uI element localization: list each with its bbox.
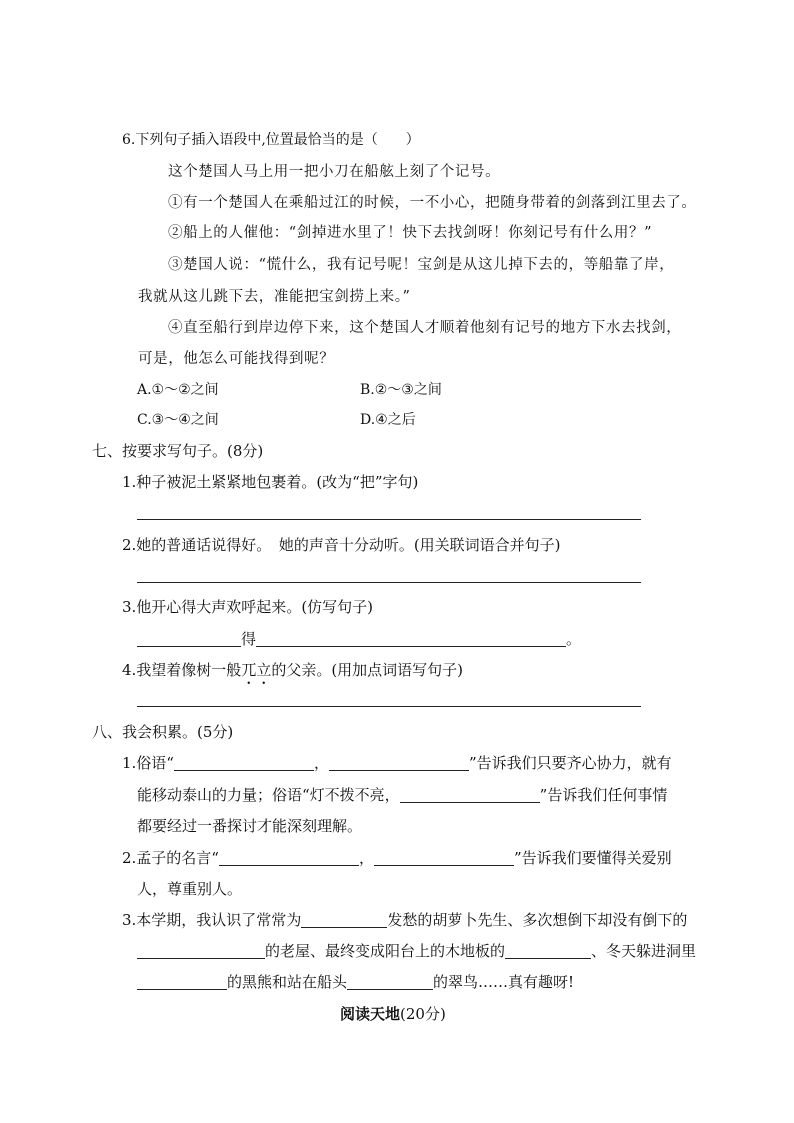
- sec7-q4-post: 的父亲。(用加点词语写句子): [271, 661, 464, 679]
- sec7-q3: 3.他开心得大声欢呼起来。(仿写句子): [122, 598, 374, 616]
- sec8-q3-blank-5[interactable]: [347, 973, 433, 990]
- sec8-q1-blank-3[interactable]: [400, 786, 540, 803]
- q6-paragraph-3a: ③楚国人说：“慌什么，我有记号呢！宝剑是从这儿掉下去的，等船靠了岸，: [168, 257, 675, 273]
- sec7-q1-answer-line[interactable]: [137, 519, 641, 520]
- q6-option-d[interactable]: D.④之后: [360, 412, 416, 428]
- sec7-q2: 2.她的普通话说得好。 她的声音十分动听。(用关联词语合并句子): [122, 536, 561, 554]
- sec7-q4-dotted-word: 兀立: [241, 661, 272, 679]
- sec8-q1-text-c: ”告诉我们只要齐心协力，就有: [469, 754, 672, 772]
- sec7-q4: [122, 660, 463, 688]
- sec8-q3-blank-3[interactable]: [505, 942, 591, 959]
- reading-title-score: (20分): [400, 1005, 446, 1023]
- sec8-q2-blank-2[interactable]: [374, 849, 514, 866]
- sec8-q1-line1: [122, 753, 672, 773]
- sec8-q2-blank-1[interactable]: [219, 849, 359, 866]
- sec8-q1-text-a: 1.俗语“: [122, 754, 174, 772]
- sec8-q2-text-b: ，: [358, 849, 374, 867]
- sec8-q1-text-d: 能移动泰山的力量；俗语“灯不拨不亮，: [137, 786, 400, 804]
- sec7-q2-answer-line[interactable]: [137, 582, 641, 583]
- sec8-q1-line3: 都要经过一番探讨才能深刻理解。: [137, 817, 363, 835]
- sec7-q3-template: [137, 629, 581, 649]
- sec7-q4-pre: 4.我望着像树一般: [122, 661, 242, 679]
- sec7-q3-end-text: 。: [566, 630, 582, 648]
- sec8-q3-text-a: 3.本学期，我认识了常常为: [122, 911, 302, 929]
- section-7-title: 七、按要求写句子。(8分): [92, 442, 264, 460]
- sec8-q2-text-a: 2.孟子的名言“: [122, 849, 219, 867]
- reading-title-bold: 阅读天地: [340, 1005, 401, 1023]
- sec8-q3-text-c: 的老屋、最终变成阳台上的木地板的: [265, 942, 506, 960]
- q6-paragraph-4a: ④直至船行到岸边停下来，这个楚国人才顺着他刻有记号的地方下水去找剑，: [168, 320, 682, 336]
- reading-section-title: [340, 1004, 446, 1024]
- sec7-q1: 1.种子被泥土紧紧地包裹着。(改为“把”字句): [122, 473, 419, 491]
- q6-paragraph-2: ②船上的人催他：“剑掉进水里了！快下去找剑呀！你刻记号有什么用？”: [168, 225, 653, 241]
- sec8-q3-text-e: 的黑熊和站在船头: [227, 973, 348, 991]
- q6-insert-sentence: 这个楚国人马上用一把小刀在船舷上刻了个记号。: [168, 164, 501, 180]
- q6-stem: 6.下列句子插入语段中,位置最恰当的是（ ）: [122, 132, 420, 148]
- sec8-q3-blank-2[interactable]: [137, 942, 265, 959]
- sec8-q3-text-b: 发愁的胡萝卜先生、多次想倒下却没有倒下的: [387, 911, 688, 929]
- sec8-q2-line2: 人，尊重别人。: [137, 880, 243, 898]
- sec8-q1-text-e: ”告诉我们任何事情: [539, 786, 668, 804]
- section-8-title: 八、我会积累。(5分): [92, 723, 234, 741]
- q6-option-b[interactable]: B.②～③之间: [360, 382, 442, 398]
- sec8-q1-line2: [137, 785, 667, 805]
- sec8-q3-text-f: 的翠鸟……真有趣呀!: [433, 973, 575, 991]
- sec8-q3-blank-4[interactable]: [137, 973, 227, 990]
- sec8-q1-blank-1[interactable]: [174, 754, 314, 771]
- sec8-q3-line3: [137, 972, 574, 992]
- sec8-q3-line1: [122, 910, 687, 930]
- sec8-q3-line2: [137, 941, 696, 961]
- sec8-q2-line1: [122, 848, 672, 868]
- sec7-q3-blank-1[interactable]: [137, 630, 241, 647]
- sec8-q2-text-c: ”告诉我们要懂得关爱别: [514, 849, 672, 867]
- sec8-q1-blank-2[interactable]: [329, 754, 469, 771]
- sec8-q1-text-b: ，: [313, 754, 329, 772]
- q6-paragraph-1: ①有一个楚国人在乘船过江的时候，一不小心，把随身带着的剑落到江里去了。: [168, 195, 697, 211]
- q6-option-a[interactable]: A.①～②之间: [137, 382, 219, 398]
- sec8-q3-blank-1[interactable]: [301, 911, 387, 928]
- q6-paragraph-4b: 可是，他怎么可能找得到呢？: [138, 351, 335, 367]
- sec7-q4-answer-line[interactable]: [137, 706, 641, 707]
- sec7-q3-mid-text: 得: [241, 630, 257, 648]
- sec8-q3-text-d: 、冬天躲进洞里: [591, 942, 697, 960]
- q6-paragraph-3b: 我就从这儿跳下去，准能把宝剑捞上来。”: [138, 289, 411, 305]
- sec7-q3-blank-2[interactable]: [256, 630, 566, 647]
- q6-option-c[interactable]: C.③～④之间: [137, 412, 219, 428]
